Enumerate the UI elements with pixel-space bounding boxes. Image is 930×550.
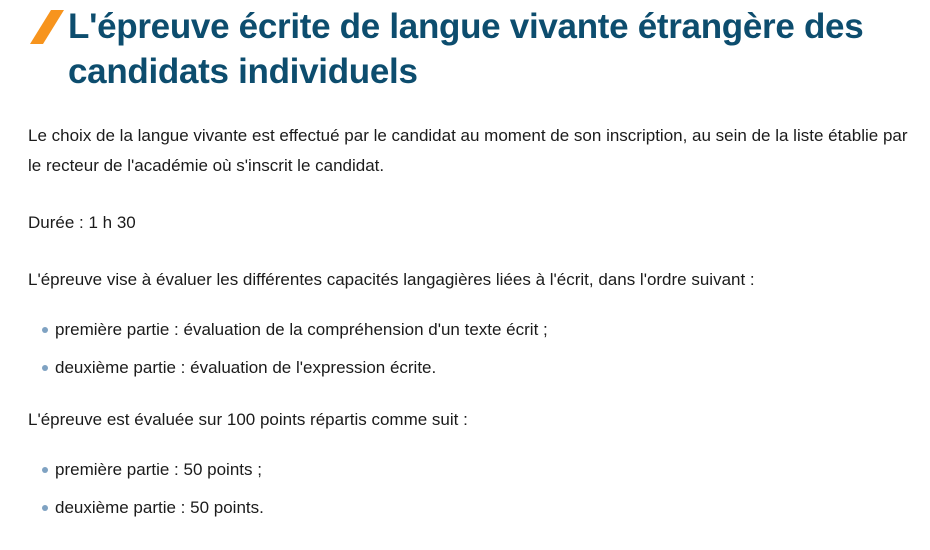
- list-item: [42, 489, 918, 527]
- duration-paragraph: Durée : 1 h 30: [28, 213, 136, 232]
- intro-paragraph: Le choix de la langue vivante est effectué par le candidat au moment de son inscription, au sein de la liste établie par le recteur de l'académie où s'inscrit le candidat.: [28, 126, 908, 175]
- bullet-icon: [42, 505, 48, 511]
- parts-list: [28, 311, 918, 387]
- list-item: [42, 349, 918, 387]
- objective-paragraph: L'épreuve vise à évaluer les différentes capacités langagières liées à l'écrit, dans l'ordre suivant :: [28, 270, 755, 289]
- article-body: [28, 121, 918, 527]
- list-item-text: première partie : 50 points ;: [55, 460, 262, 479]
- page-title: L'épreuve écrite de langue vivante étrangère des candidats individuels: [68, 7, 864, 91]
- bullet-icon: [42, 327, 48, 333]
- section-heading: [30, 4, 910, 94]
- slash-accent-icon: [30, 10, 64, 44]
- list-item: [42, 311, 918, 349]
- evaluation-paragraph: L'épreuve est évaluée sur 100 points répartis comme suit :: [28, 410, 468, 429]
- list-item-text: deuxième partie : 50 points.: [55, 498, 264, 517]
- list-item: [42, 451, 918, 489]
- bullet-icon: [42, 467, 48, 473]
- bullet-icon: [42, 365, 48, 371]
- points-list: [28, 451, 918, 527]
- list-item-text: première partie : évaluation de la compréhension d'un texte écrit ;: [55, 320, 548, 339]
- list-item-text: deuxième partie : évaluation de l'expression écrite.: [55, 358, 437, 377]
